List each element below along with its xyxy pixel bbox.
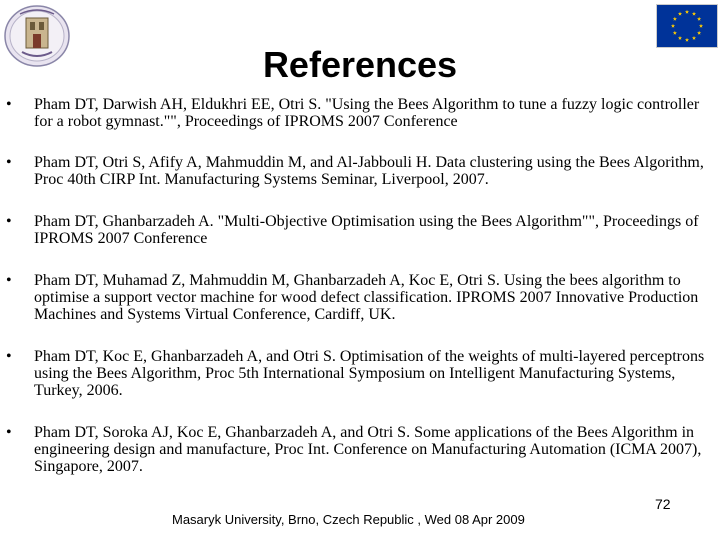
bullet: •	[6, 96, 12, 113]
reference-text: Pham DT, Soroka AJ, Koc E, Ghanbarzadeh A, and Otri S. Some applications of the Bees Algorithm in engineering design and manufacture, Proc Int. Conference on Manufacturing Automation (ICMA 2007), Singapore, 2007.	[34, 424, 702, 475]
bullet: •	[6, 213, 12, 230]
bullet: •	[6, 272, 12, 289]
reference-text: Pham DT, Ghanbarzadeh A. "Multi-Objective Optimisation using the Bees Algorithm"", Proceedings of IPROMS 2007 Conference	[34, 213, 699, 247]
reference-text: Pham DT, Muhamad Z, Mahmuddin M, Ghanbarzadeh A, Koc E, Otri S. Using the bees algorithm to optimise a support vector machine for wood defect classification. IPROMS 2007 Innovative Production Machines and Systems Virtual Conference, Cardiff, UK.	[34, 272, 699, 323]
reference-text: Pham DT, Koc E, Ghanbarzadeh A, and Otri S. Optimisation of the weights of multi-layered perceptrons using the Bees Algorithm, Proc 5th International Symposium on Intelligent Manufacturing Systems, Turkey, 2006.	[34, 348, 705, 399]
bullet: •	[6, 424, 12, 441]
page-number: 72	[655, 496, 671, 512]
slide-title-text: References	[262, 44, 458, 85]
footer-text: Masaryk University, Brno, Czech Republic , Wed 08 Apr 2009	[172, 512, 525, 527]
slide-title	[0, 44, 720, 86]
bullet: •	[6, 154, 12, 171]
reference-text: Pham DT, Otri S, Afify A, Mahmuddin M, and Al-Jabbouli H. Data clustering using the Bees Algorithm, Proc 40th CIRP Int. Manufacturing Systems Seminar, Liverpool, 2007.	[34, 154, 704, 188]
bullet: •	[6, 348, 12, 365]
reference-text: Pham DT, Darwish AH, Eldukhri EE, Otri S. "Using the Bees Algorithm to tune a fuzzy logic controller for a robot gymnast."", Proceedings of IPROMS 2007 Conference	[34, 96, 700, 130]
eu-flag-icon	[656, 4, 718, 48]
